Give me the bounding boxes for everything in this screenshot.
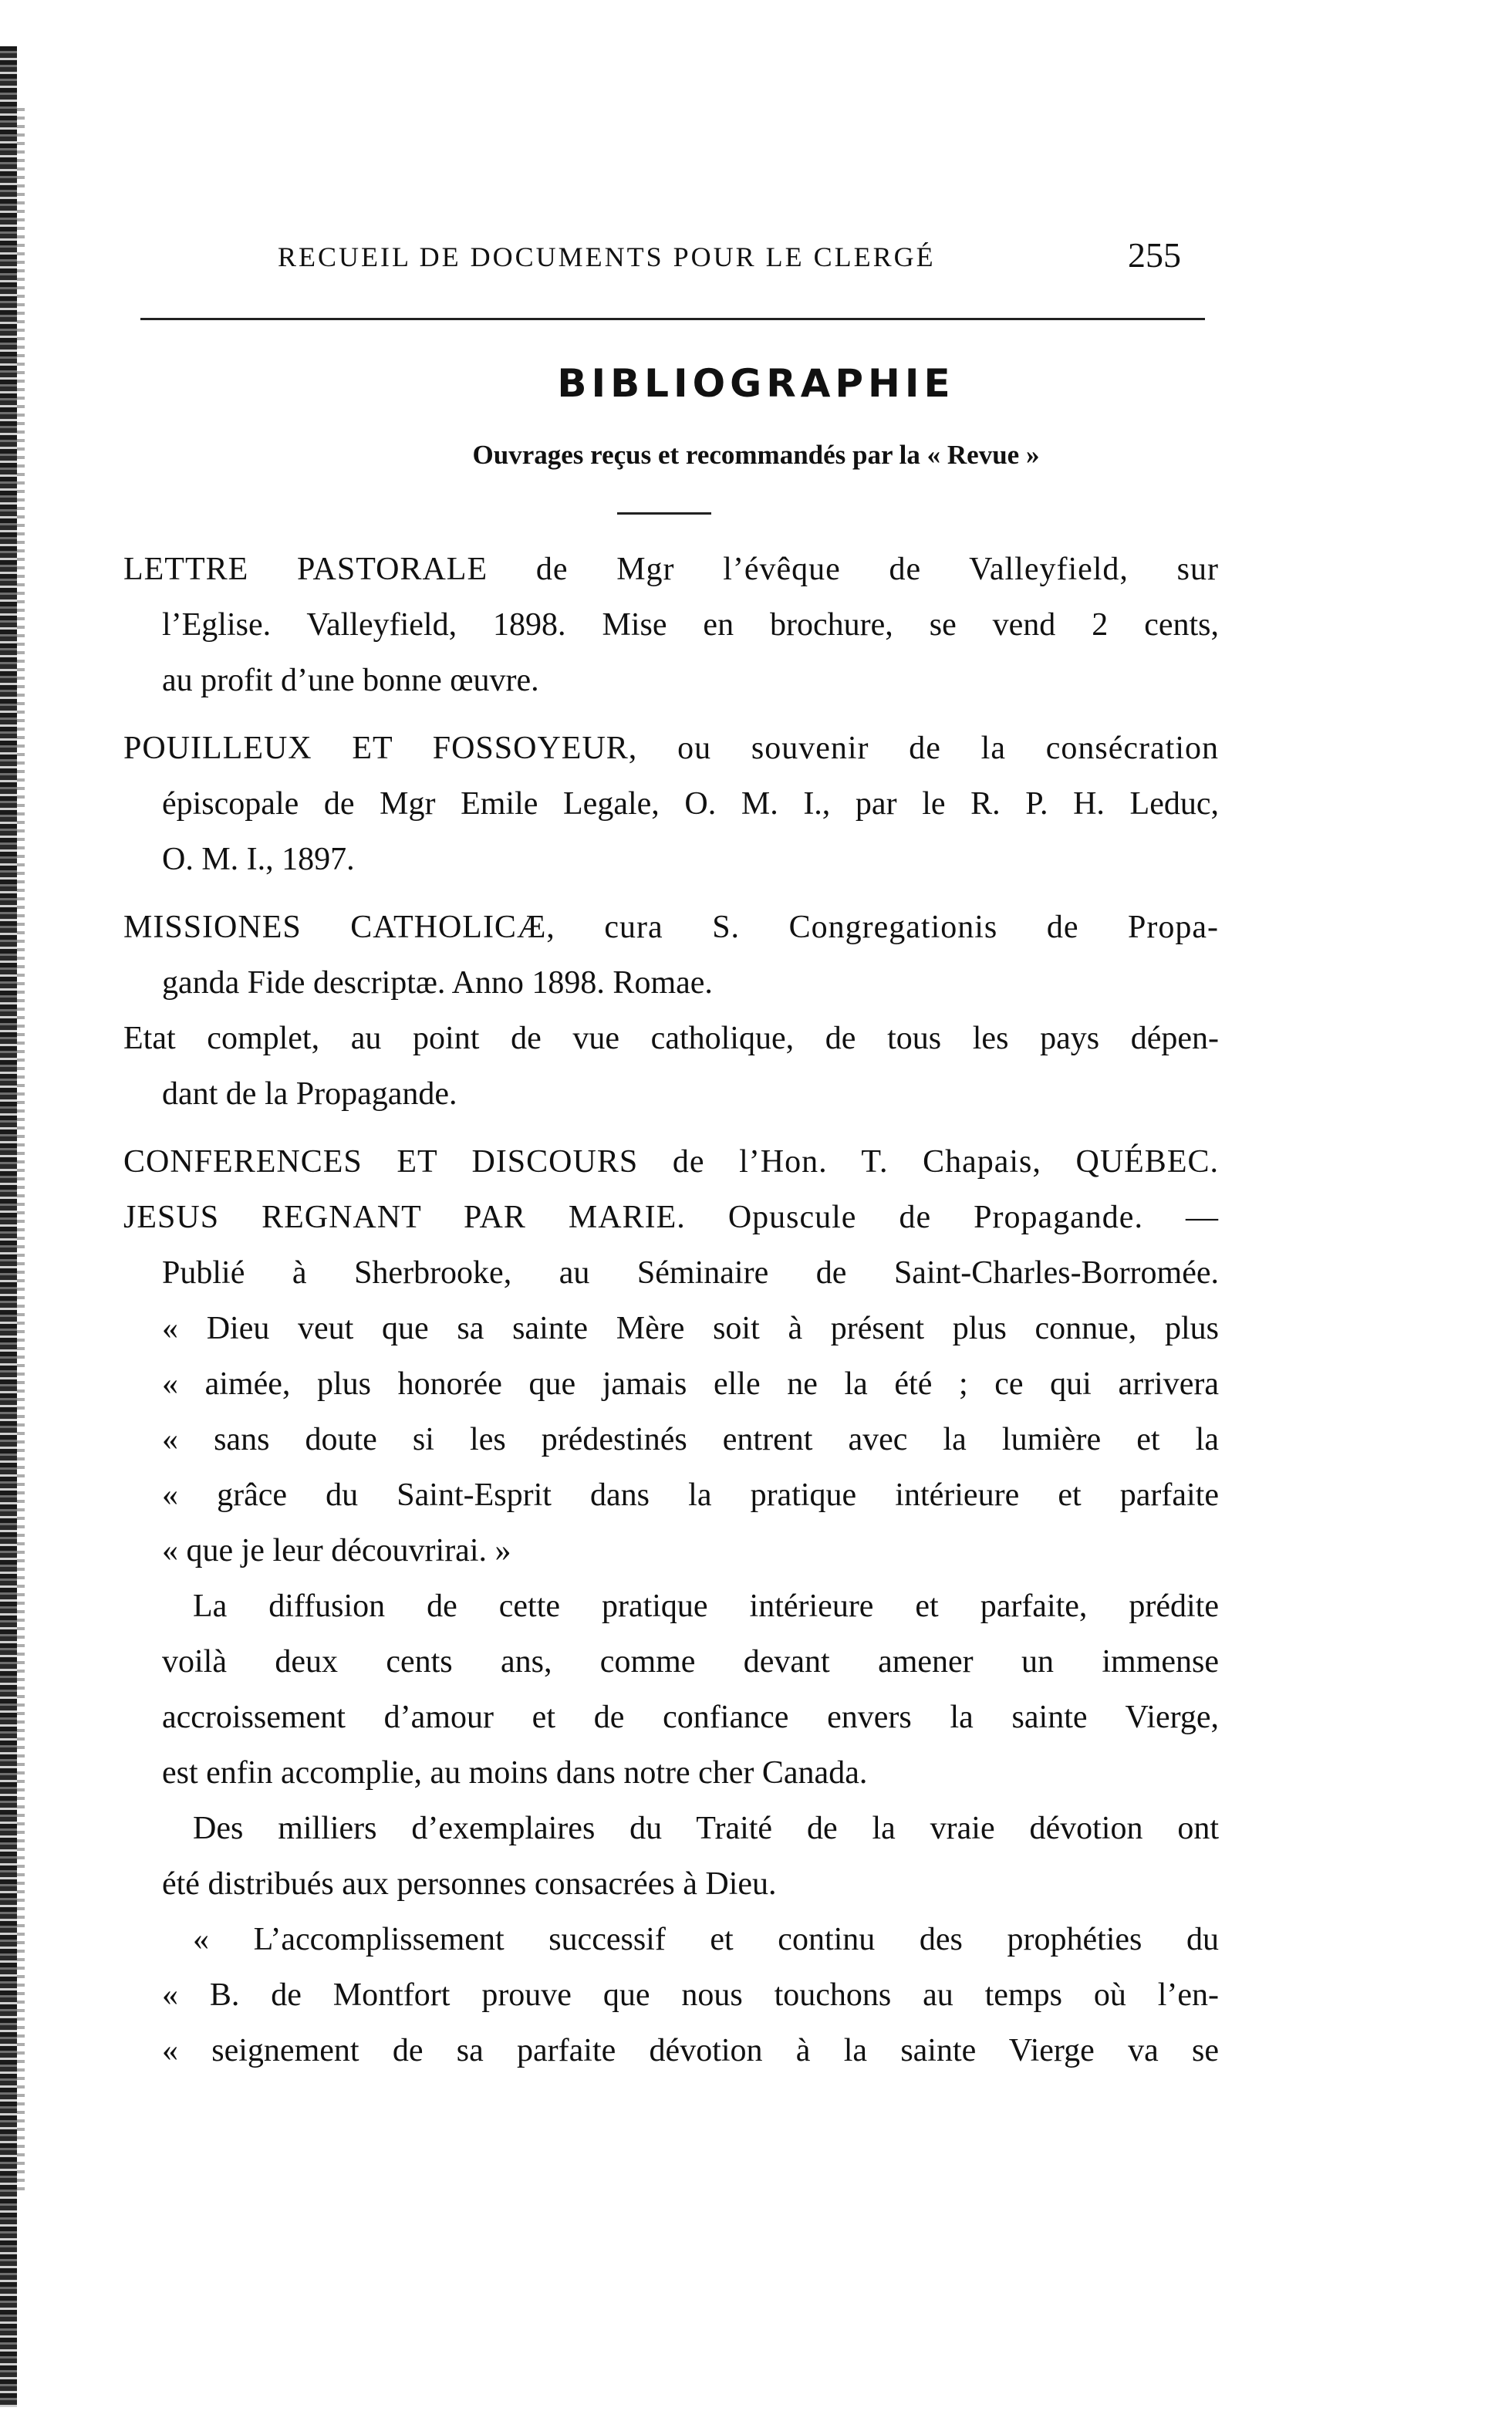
text-line: voilà deux cents ans, comme devant amener un immense	[162, 1644, 1219, 1680]
section-title: BIBLIOGRAPHIE	[557, 361, 955, 406]
text-line: O. M. I., 1897.	[162, 842, 355, 877]
text-line: « sans doute si les prédestinés entrent avec la lumière et la	[162, 1422, 1219, 1457]
title-divider	[617, 512, 711, 515]
text-line: POUILLEUX ET FOSSOYEUR, ou souvenir de la consécration	[123, 731, 1219, 766]
text-line: ganda Fide descriptæ. Anno 1898. Romae.	[162, 965, 713, 1001]
text-line: dant de la Propagande.	[162, 1076, 457, 1112]
text-line: Publié à Sherbrooke, au Séminaire de Saint-Charles-Borromée.	[162, 1255, 1219, 1291]
text-line: « B. de Montfort prouve que nous touchons au temps où l’en-	[162, 1977, 1219, 2013]
text-line: « seignement de sa parfaite dévotion à la sainte Vierge va se	[162, 2033, 1219, 2068]
section-subtitle: Ouvrages reçus et recommandés par la « Revue »	[472, 440, 1040, 470]
text-line: MISSIONES CATHOLICÆ, cura S. Congregationis de Propa-	[123, 910, 1219, 945]
text-line: été distribués aux personnes consacrées à Dieu.	[162, 1866, 777, 1902]
text-line: « grâce du Saint-Esprit dans la pratique intérieure et parfaite	[162, 1477, 1219, 1513]
text-line: Des milliers d’exemplaires du Traité de la vraie dévotion ont	[193, 1811, 1219, 1846]
running-title: RECUEIL DE DOCUMENTS POUR LE CLERGÉ	[278, 241, 936, 272]
text-line: « Dieu veut que sa sainte Mère soit à présent plus connue, plus	[162, 1311, 1219, 1346]
text-line: « aimée, plus honorée que jamais elle ne la été ; ce qui arrivera	[162, 1366, 1219, 1402]
text-line: « que je leur découvrirai. »	[162, 1533, 511, 1568]
text-line: CONFERENCES ET DISCOURS de l’Hon. T. Chapais, QUÉBEC.	[123, 1144, 1219, 1180]
text-line: épiscopale de Mgr Emile Legale, O. M. I., par le R. P. H. Leduc,	[162, 786, 1219, 822]
text-line: La diffusion de cette pratique intérieure et parfaite, prédite	[193, 1589, 1219, 1624]
page-number: 255	[1128, 235, 1181, 275]
text-line: JESUS REGNANT PAR MARIE. Opuscule de Propagande. —	[123, 1200, 1219, 1235]
text-line: LETTRE PASTORALE de Mgr l’évêque de Valleyfield, sur	[123, 552, 1219, 587]
text-line: est enfin accomplie, au moins dans notre cher Canada.	[162, 1755, 868, 1791]
text-line: au profit d’une bonne œuvre.	[162, 663, 539, 698]
text-line: Etat complet, au point de vue catholique, de tous les pays dépen-	[123, 1021, 1219, 1056]
text-line: l’Eglise. Valleyfield, 1898. Mise en brochure, se vend 2 cents,	[162, 607, 1219, 643]
page-binding-shadow	[17, 108, 25, 2191]
bibliography-body	[123, 542, 1219, 2078]
text-line: accroissement d’amour et de confiance envers la sainte Vierge,	[162, 1700, 1219, 1735]
header-rule	[140, 318, 1205, 320]
text-line: « L’accomplissement successif et continu des prophéties du	[193, 1922, 1219, 1957]
